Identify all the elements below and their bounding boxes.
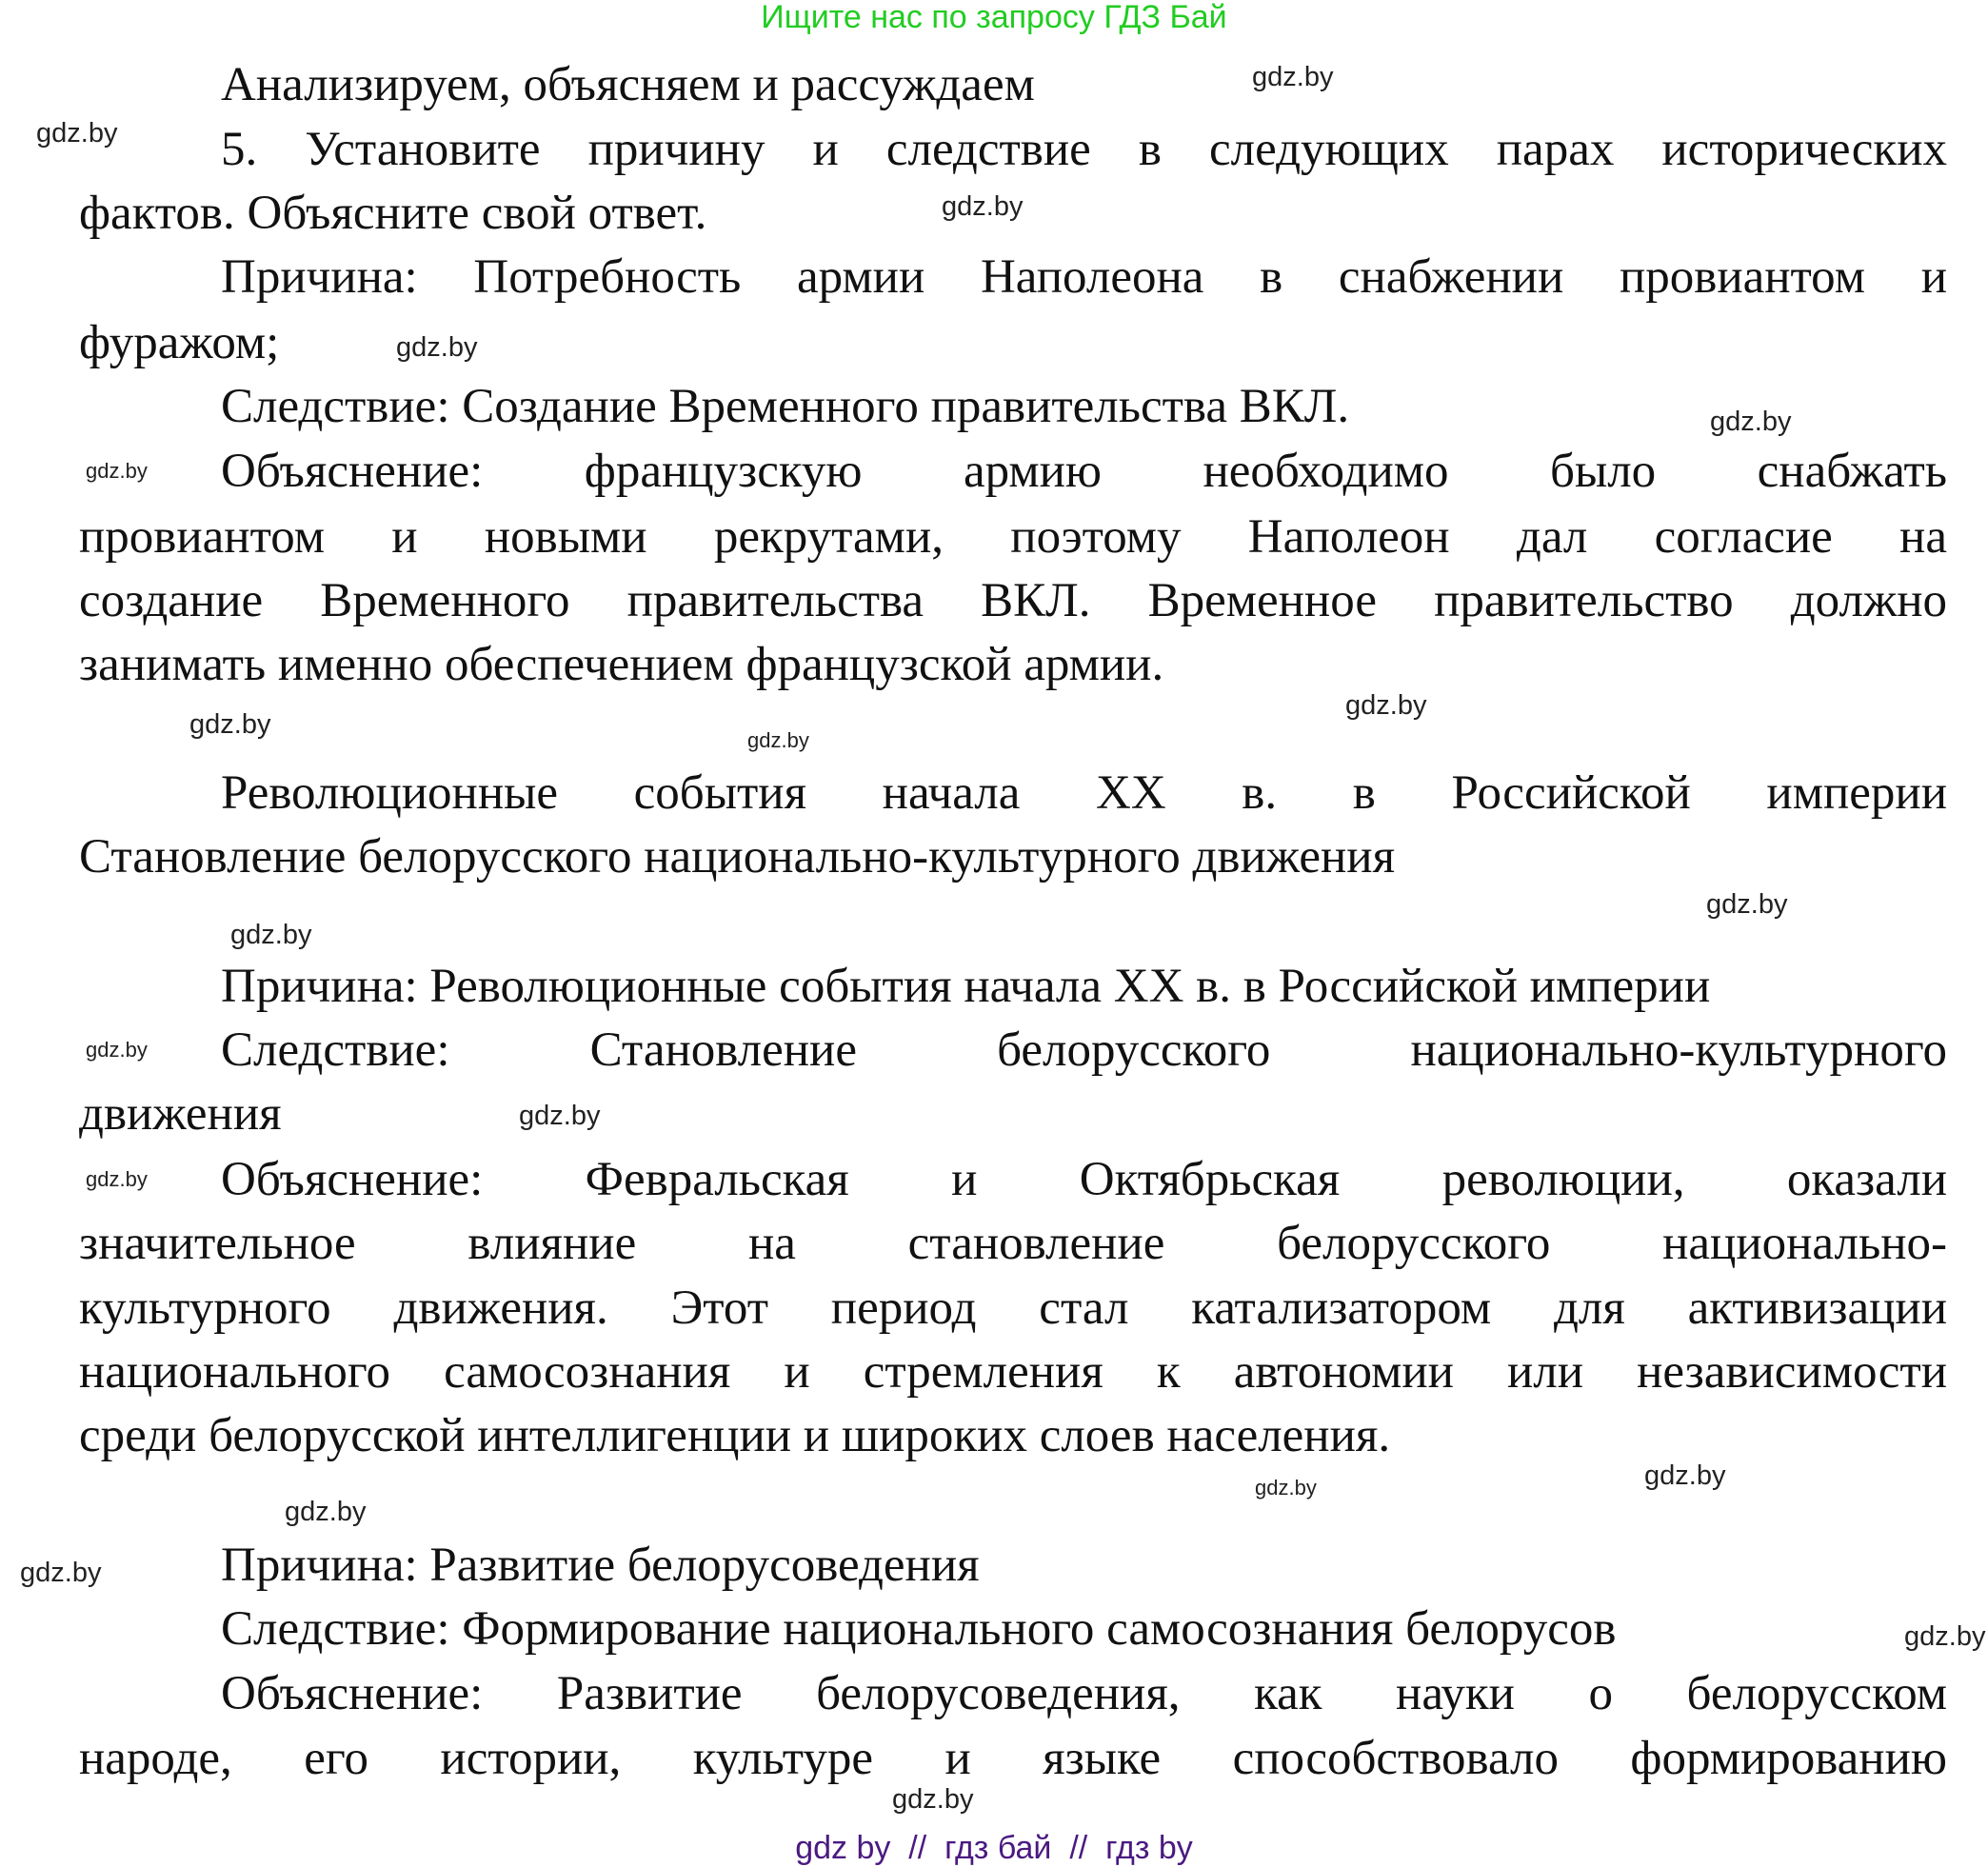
watermark: gdz.by xyxy=(1255,1476,1317,1500)
text-line: Анализируем, объясняем и рассуждаем xyxy=(221,58,1035,111)
text-line: Следствие: Становление белорусского национально-культурного xyxy=(221,1023,1947,1077)
text-line: провиантом и новыми рекрутами, поэтому Наполеон дал согласие на xyxy=(79,510,1947,564)
text-line: значительное влияние на становление белорусского национально- xyxy=(79,1217,1947,1270)
watermark: gdz.by xyxy=(36,118,118,149)
watermark: gdz.by xyxy=(1345,690,1427,721)
watermark: gdz.by xyxy=(396,332,478,363)
search-banner: Ищите нас по запросу ГДЗ Бай xyxy=(761,0,1227,35)
text-line: Причина: Развитие белорусоведения xyxy=(221,1539,980,1592)
text-line: Объяснение: Февральская и Октябрьская революции, оказали xyxy=(221,1153,1947,1206)
text-line: движения xyxy=(79,1087,282,1141)
watermark: gdz.by xyxy=(189,709,271,740)
watermark: gdz.by xyxy=(86,459,148,483)
watermark: gdz.by xyxy=(20,1558,102,1588)
watermark: gdz.by xyxy=(519,1101,601,1131)
text-line: Причина: Революционные события начала XX в. в Российской империи xyxy=(221,960,1711,1013)
text-line: создание Временного правительства ВКЛ. Временное правительство должно xyxy=(79,574,1947,627)
text-line: национального самосознания и стремления к автономии или независимости xyxy=(79,1345,1947,1399)
text-line: народе, его истории, культуре и языке способствовало формированию xyxy=(79,1732,1947,1785)
watermark: gdz.by xyxy=(86,1038,148,1062)
watermark: gdz.by xyxy=(1252,62,1334,92)
text-line: культурного движения. Этот период стал катализатором для активизации xyxy=(79,1281,1947,1335)
text-line: Объяснение: Развитие белорусоведения, как науки о белорусском xyxy=(221,1667,1947,1720)
watermark: gdz.by xyxy=(942,191,1024,222)
text-line: Становление белорусского национально-культурного движения xyxy=(79,830,1396,884)
watermark: gdz.by xyxy=(230,920,312,950)
text-line: Революционные события начала XX в. в Российской империи xyxy=(221,766,1947,820)
watermark: gdz.by xyxy=(747,728,809,752)
site-footer: gdz by // гдз бай // гдз by xyxy=(795,1830,1193,1866)
watermark: gdz.by xyxy=(892,1784,974,1815)
text-line: 5. Установите причину и следствие в следующих парах исторических xyxy=(221,123,1947,176)
watermark: gdz.by xyxy=(1706,889,1788,920)
text-line: занимать именно обеспечением французской армии. xyxy=(79,638,1164,691)
watermark: gdz.by xyxy=(1644,1460,1726,1491)
text-line: Следствие: Создание Временного правительства ВКЛ. xyxy=(221,380,1350,433)
watermark: gdz.by xyxy=(1904,1621,1986,1652)
watermark: gdz.by xyxy=(86,1167,148,1191)
watermark: gdz.by xyxy=(1710,407,1792,437)
text-line: Следствие: Формирование национального самосознания белорусов xyxy=(221,1602,1617,1656)
text-line: фактов. Объясните свой ответ. xyxy=(79,187,707,240)
text-line: Объяснение: французскую армию необходимо было снабжать xyxy=(221,445,1947,498)
text-line: Причина: Потребность армии Наполеона в снабжении провиантом и xyxy=(221,250,1947,304)
watermark: gdz.by xyxy=(285,1497,367,1527)
text-line: фуражом; xyxy=(79,316,280,369)
text-line: среди белорусской интеллигенции и широких слоев населения. xyxy=(79,1409,1391,1462)
